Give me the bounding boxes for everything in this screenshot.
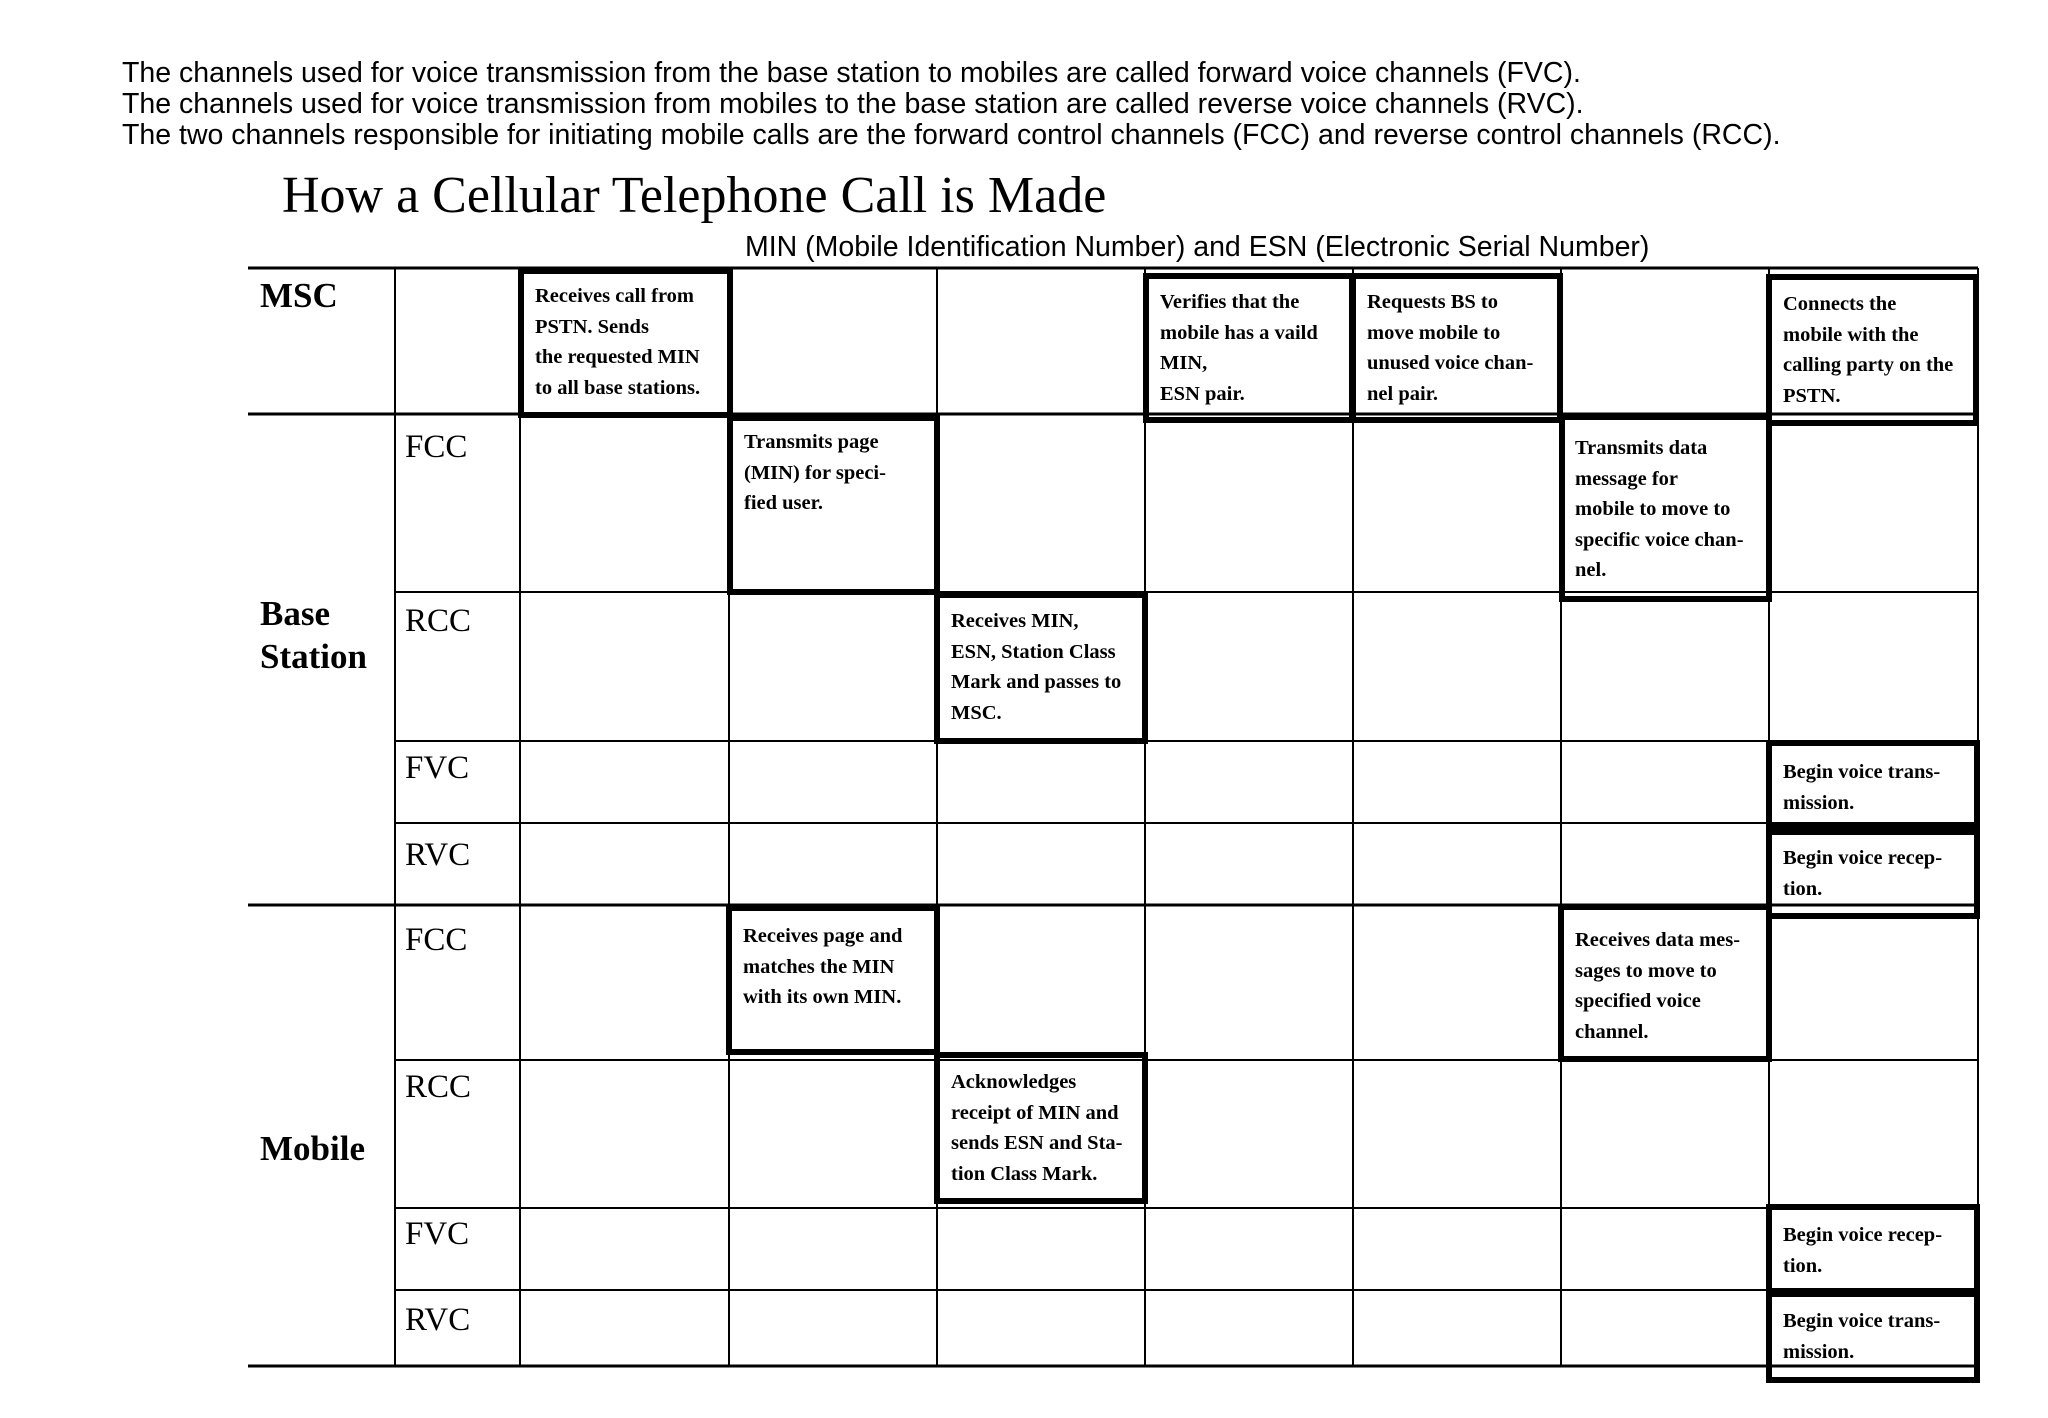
channel-label-m-fcc: FCC bbox=[405, 922, 468, 958]
diagram-title: How a Cellular Telephone Call is Made bbox=[282, 167, 1107, 224]
step-bs-rvc-begin-recep: Begin voice recep- tion. bbox=[1783, 847, 1943, 900]
step-bs-fcc-transmits-data: Transmits data message for mobile to move to specific voice chan- nel. bbox=[1575, 437, 1744, 581]
intro-line-control: The two channels responsible for initiating mobile calls are the forward control channels (FCC) and reverse control channels (RCC). bbox=[122, 119, 1781, 151]
channel-label-bs-fvc: FVC bbox=[405, 750, 470, 786]
step-bs-rcc-receives-min: Receives MIN, ESN, Station Class Mark and passes to MSC. bbox=[951, 610, 1122, 724]
row-lines bbox=[395, 592, 1978, 1290]
step-boxes bbox=[521, 271, 1977, 1380]
channel-label-m-fvc: FVC bbox=[405, 1216, 470, 1252]
group-label-base-station-2: Station bbox=[260, 637, 367, 676]
step-msc-receives-call: Receives call from PSTN. Sends the requested MIN to all base stations. bbox=[535, 285, 701, 399]
channel-label-bs-fcc: FCC bbox=[405, 429, 468, 465]
step-m-rvc-begin-trans: Begin voice trans- mission. bbox=[1783, 1310, 1941, 1363]
step-m-fcc-receives-data: Receives data mes- sages to move to specified voice channel. bbox=[1575, 929, 1741, 1043]
step-bs-fvc-begin-trans: Begin voice trans- mission. bbox=[1783, 761, 1941, 814]
step-msc-connects: Connects the mobile with the calling party on the PSTN. bbox=[1783, 293, 1954, 407]
group-label-mobile: Mobile bbox=[260, 1129, 365, 1168]
step-m-fvc-begin-recep: Begin voice recep- tion. bbox=[1783, 1224, 1943, 1277]
intro-line-rvc: The channels used for voice transmission from mobiles to the base station are called reverse voice channels (RVC). bbox=[122, 88, 1584, 120]
group-label-msc: MSC bbox=[260, 276, 338, 315]
diagram-subtitle: MIN (Mobile Identification Number) and ESN (Electronic Serial Number) bbox=[745, 231, 1650, 263]
step-msc-verifies: Verifies that the mobile has a vaild MIN, ESN pair. bbox=[1160, 291, 1318, 405]
step-bs-fcc-transmits-page: Transmits page (MIN) for speci- fied user. bbox=[744, 431, 886, 514]
channel-label-bs-rcc: RCC bbox=[405, 603, 472, 639]
step-m-rcc-acknowledges: Acknowledges receipt of MIN and sends ESN and Sta- tion Class Mark. bbox=[951, 1071, 1123, 1185]
step-m-fcc-receives-page: Receives page and matches the MIN with its own MIN. bbox=[743, 925, 903, 1008]
step-msc-requests-bs: Requests BS to move mobile to unused voice chan- nel pair. bbox=[1367, 291, 1534, 405]
intro-line-fvc: The channels used for voice transmission from the base station to mobiles are called forward voice channels (FVC). bbox=[122, 57, 1581, 89]
channel-label-m-rvc: RVC bbox=[405, 1302, 471, 1338]
channel-label-bs-rvc: RVC bbox=[405, 837, 471, 873]
group-label-base-station-1: Base bbox=[260, 594, 330, 633]
channel-label-m-rcc: RCC bbox=[405, 1069, 472, 1105]
